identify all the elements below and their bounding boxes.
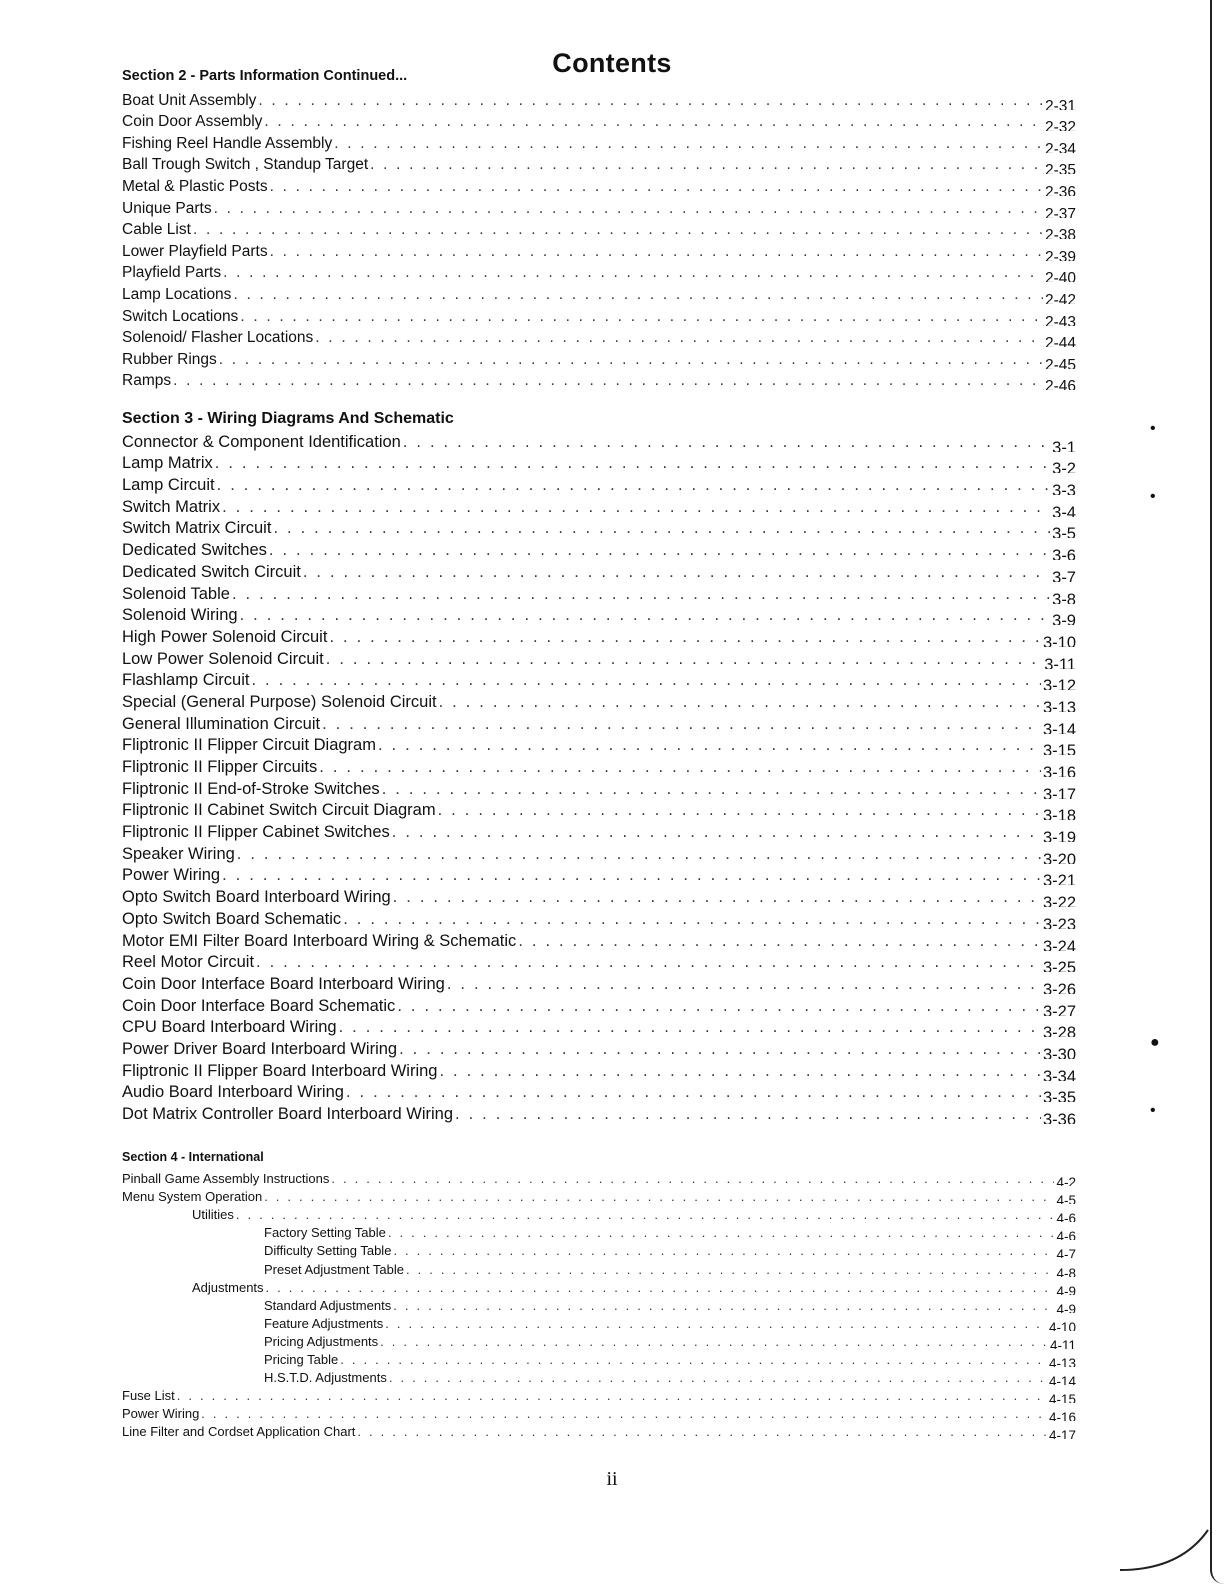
toc-entry-page: 2-44	[1044, 335, 1076, 348]
toc-entry-page: 4-6	[1056, 1211, 1076, 1223]
page-edge	[1210, 0, 1224, 1584]
dot-leader	[270, 243, 1043, 261]
toc-entry[interactable]	[122, 153, 1076, 175]
toc-entry-label: Switch Matrix Circuit	[122, 519, 272, 538]
dot-leader	[518, 932, 1041, 951]
dot-leader	[343, 910, 1041, 929]
dot-leader	[273, 519, 1050, 538]
dot-leader	[219, 351, 1043, 369]
toc-entry-label: Fliptronic II Flipper Board Interboard Wiring	[122, 1061, 438, 1080]
dot-leader	[382, 780, 1041, 799]
dot-leader	[393, 1243, 1054, 1258]
toc-entry-label: Playfield Parts	[122, 264, 222, 282]
dot-leader	[240, 606, 1051, 625]
dot-leader	[264, 1189, 1054, 1204]
toc-entry-label: Opto Switch Board Interboard Wiring	[122, 888, 391, 907]
dot-leader	[222, 498, 1050, 517]
toc-entry-page: 3-1	[1052, 438, 1076, 452]
toc-entry[interactable]	[122, 1102, 1076, 1124]
toc-entry[interactable]	[122, 582, 1076, 604]
toc-entry[interactable]	[122, 495, 1076, 517]
toc-entry-label: Dot Matrix Controller Board Interboard Wiring	[122, 1105, 454, 1123]
toc-entry[interactable]	[122, 777, 1076, 799]
toc-entry-label: Ball Trough Switch , Standup Target	[122, 156, 369, 174]
toc-entry[interactable]	[122, 755, 1076, 777]
toc-list	[122, 88, 1076, 390]
toc-entry[interactable]	[122, 1204, 1076, 1222]
toc-entry-label: Flashlamp Circuit	[122, 671, 250, 690]
toc-entry-page: 3-10	[1042, 633, 1076, 647]
toc-entry-page: 4-17	[1048, 1428, 1076, 1440]
toc-entry-label: Speaker Wiring	[122, 844, 235, 863]
toc-entry-page: 3-25	[1042, 959, 1076, 973]
toc-entry[interactable]	[122, 369, 1076, 391]
toc-entry[interactable]	[122, 820, 1076, 842]
dot-leader	[385, 1316, 1047, 1331]
scan-artifact-curve	[1120, 1526, 1210, 1576]
toc-entry[interactable]	[122, 1222, 1076, 1240]
toc-entry-label: Solenoid Table	[122, 584, 230, 603]
toc-entry-label: CPU Board Interboard Wiring	[122, 1018, 337, 1037]
dot-leader	[214, 200, 1043, 218]
toc-entry-label: Reel Motor Circuit	[122, 953, 255, 972]
toc-entry[interactable]	[122, 972, 1076, 994]
section-heading: Section 3 - Wiring Diagrams And Schematic	[122, 410, 454, 427]
toc-entry[interactable]	[122, 282, 1076, 304]
toc-entry-label: Fishing Reel Handle Assembly	[122, 134, 333, 152]
toc-entry-page: 2-40	[1044, 270, 1076, 283]
toc-entry-page: 4-8	[1056, 1265, 1076, 1277]
toc-entry[interactable]	[122, 1168, 1076, 1186]
toc-entry-label: H.S.T.D. Adjustments	[264, 1370, 387, 1386]
dot-leader	[357, 1424, 1047, 1439]
toc-entry-page: 3-11	[1044, 655, 1076, 669]
dot-leader	[173, 372, 1043, 390]
dot-leader	[447, 975, 1041, 994]
dot-leader	[378, 736, 1041, 755]
toc-entry-page: 3-9	[1052, 612, 1076, 626]
toc-entry-page: 2-39	[1044, 248, 1076, 261]
toc-entry-label: Menu System Operation	[122, 1189, 263, 1205]
toc-entry-page: 3-22	[1042, 894, 1076, 908]
toc-entry[interactable]	[122, 1295, 1076, 1313]
toc-entry-page: 2-42	[1044, 291, 1076, 304]
margin-mark: ●	[1150, 1034, 1160, 1051]
toc-entry-label: Line Filter and Cordset Application Chart	[122, 1424, 356, 1440]
dot-leader	[403, 433, 1050, 452]
toc-entry[interactable]	[122, 304, 1076, 326]
margin-mark: •	[1150, 420, 1156, 437]
toc-entry-label: Special (General Purpose) Solenoid Circuit	[122, 692, 437, 711]
toc-entry-page: 3-18	[1042, 807, 1076, 821]
section-4	[122, 1150, 1076, 1439]
toc-entry-label: Difficulty Setting Table	[264, 1243, 392, 1259]
toc-entry[interactable]	[122, 1313, 1076, 1331]
toc-entry-page: 2-34	[1044, 140, 1076, 153]
toc-entry[interactable]	[122, 131, 1076, 153]
section-2	[122, 68, 1076, 390]
toc-entry-page: 3-20	[1042, 850, 1076, 864]
toc-entry-page: 3-7	[1052, 568, 1076, 582]
toc-entry-label: Boat Unit Assembly	[122, 91, 257, 109]
toc-entry-page: 2-35	[1044, 162, 1076, 175]
toc-entry[interactable]	[122, 1331, 1076, 1349]
toc-entry[interactable]	[122, 864, 1076, 886]
toc-entry[interactable]	[122, 347, 1076, 369]
toc-entry-label: Standard Adjustments	[264, 1297, 392, 1313]
dot-leader	[222, 866, 1041, 885]
toc-entry-page: 4-6	[1056, 1229, 1076, 1241]
page-number: ii	[606, 1468, 618, 1490]
toc-entry-label: General Illumination Circuit	[122, 714, 321, 733]
toc-entry-page: 4-5	[1056, 1193, 1076, 1205]
toc-entry-label: Lower Playfield Parts	[122, 242, 268, 260]
dot-leader	[393, 888, 1041, 907]
toc-entry-page: 4-9	[1056, 1283, 1076, 1295]
toc-entry[interactable]	[122, 951, 1076, 973]
toc-entry-page: 3-27	[1042, 1002, 1076, 1016]
toc-entry[interactable]	[122, 218, 1076, 240]
toc-entry[interactable]	[122, 907, 1076, 929]
dot-leader	[455, 1105, 1041, 1124]
toc-entry-label: Rubber Rings	[122, 350, 217, 368]
toc-entry-page: 3-3	[1052, 482, 1076, 496]
dot-leader	[215, 454, 1050, 473]
toc-entry-page: 2-32	[1044, 119, 1076, 132]
dot-leader	[258, 92, 1043, 110]
margin-mark: •	[1150, 1102, 1156, 1119]
toc-entry-page: 3-19	[1042, 829, 1076, 843]
toc-entry-page: 2-45	[1044, 356, 1076, 369]
toc-list	[122, 1168, 1076, 1439]
section-heading: Section 2 - Parts Information Continued...	[122, 68, 408, 84]
toc-entry-page: 3-23	[1042, 915, 1076, 929]
toc-entry-label: Connector & Component Identification	[122, 432, 401, 451]
dot-leader	[389, 1370, 1047, 1385]
toc-entry-label: Feature Adjustments	[264, 1315, 384, 1331]
toc-entry-label: Fliptronic II Cabinet Switch Circuit Diagram	[122, 801, 436, 820]
toc-entry-label: Coin Door Interface Board Interboard Wiring	[122, 974, 445, 993]
toc-entry-page: 2-38	[1044, 227, 1076, 240]
dot-leader	[201, 1406, 1047, 1421]
toc-entry[interactable]	[122, 1037, 1076, 1059]
toc-entry-label: Power Driver Board Interboard Wiring	[122, 1039, 398, 1058]
toc-entry-page: 2-37	[1044, 205, 1076, 218]
dot-leader	[319, 758, 1041, 777]
toc-entry-page: 3-36	[1042, 1111, 1076, 1124]
toc-list	[122, 430, 1076, 1124]
toc-entry-label: Fliptronic II End-of-Stroke Switches	[122, 779, 380, 798]
toc-entry[interactable]	[122, 560, 1076, 582]
dot-leader	[392, 823, 1041, 842]
dot-leader	[438, 801, 1041, 820]
dot-leader	[223, 264, 1043, 282]
page-title: Contents	[552, 48, 672, 79]
toc-entry[interactable]	[122, 1016, 1076, 1038]
toc-entry-page: 4-10	[1048, 1319, 1076, 1331]
toc-entry-label: Pricing Table	[264, 1352, 339, 1368]
toc-entry-page: 4-15	[1048, 1392, 1076, 1404]
dot-leader	[266, 1280, 1055, 1295]
toc-entry-page: 3-4	[1052, 503, 1076, 517]
toc-entry[interactable]	[122, 261, 1076, 283]
dot-leader	[269, 541, 1050, 560]
dot-leader	[393, 1298, 1054, 1313]
toc-entry-page: 3-30	[1042, 1045, 1076, 1059]
toc-entry-label: Power Wiring	[122, 1406, 200, 1422]
toc-entry-page: 4-9	[1056, 1301, 1076, 1313]
toc-entry-label: Lamp Matrix	[122, 454, 213, 473]
toc-entry-label: Fliptronic II Flipper Cabinet Switches	[122, 823, 390, 842]
dot-leader	[251, 671, 1041, 690]
dot-leader	[177, 1388, 1047, 1403]
toc-entry[interactable]	[122, 452, 1076, 474]
margin-mark: •	[1150, 488, 1156, 505]
toc-entry[interactable]	[122, 1081, 1076, 1103]
toc-entry-label: Coin Door Assembly	[122, 113, 263, 131]
dot-leader	[439, 1062, 1041, 1081]
toc-entry-label: Solenoid/ Flasher Locations	[122, 329, 314, 347]
toc-entry-page: 3-13	[1042, 698, 1076, 712]
toc-entry-label: Low Power Solenoid Circuit	[122, 649, 324, 668]
dot-leader	[240, 308, 1043, 326]
toc-entry-label: Preset Adjustment Table	[264, 1261, 404, 1277]
dot-leader	[397, 997, 1041, 1016]
dot-leader	[388, 1225, 1055, 1240]
toc-entry-label: Coin Door Interface Board Schematic	[122, 996, 396, 1015]
dot-leader	[331, 1171, 1054, 1186]
toc-entry[interactable]	[122, 88, 1076, 110]
dot-leader	[399, 1040, 1041, 1059]
toc-entry-label: Pinball Game Assembly Instructions	[122, 1171, 330, 1187]
toc-entry[interactable]	[122, 517, 1076, 539]
toc-entry-page: 4-16	[1048, 1410, 1076, 1422]
toc-entry-page: 3-34	[1042, 1067, 1076, 1081]
toc-entry-label: Lamp Locations	[122, 285, 232, 303]
toc-entry-label: Power Wiring	[122, 866, 221, 885]
toc-entry-page: 4-14	[1048, 1374, 1076, 1386]
toc-entry-label: Dedicated Switches	[122, 541, 267, 560]
toc-entry[interactable]	[122, 885, 1076, 907]
toc-entry-label: Audio Board Interboard Wiring	[122, 1083, 344, 1102]
toc-entry[interactable]	[122, 604, 1076, 626]
toc-entry-page: 3-16	[1042, 764, 1076, 777]
toc-entry-label: Utilities	[192, 1207, 234, 1223]
toc-entry[interactable]	[122, 669, 1076, 691]
toc-entry[interactable]	[122, 647, 1076, 669]
toc-entry-label: Fliptronic II Flipper Circuit Diagram	[122, 736, 376, 755]
toc-entry-page: 4-11	[1049, 1337, 1076, 1349]
toc-entry-label: Cable List	[122, 221, 191, 239]
dot-leader	[237, 845, 1041, 864]
toc-entry-label: Ramps	[122, 372, 172, 390]
toc-entry-label: Motor EMI Filter Board Interboard Wiring & Schematic	[122, 931, 517, 950]
toc-entry[interactable]	[122, 473, 1076, 495]
section-3	[122, 410, 1076, 1124]
toc-entry[interactable]	[122, 712, 1076, 734]
toc-entry[interactable]	[122, 1059, 1076, 1081]
toc-entry[interactable]	[122, 1421, 1076, 1439]
toc-entry-label: Factory Setting Table	[264, 1225, 386, 1241]
dot-leader	[406, 1262, 1055, 1277]
toc-entry[interactable]	[122, 538, 1076, 560]
toc-entry[interactable]	[122, 734, 1076, 756]
toc-entry-page: 3-26	[1042, 980, 1076, 994]
toc-entry-page: 2-43	[1044, 313, 1076, 326]
toc-entry-label: Lamp Circuit	[122, 476, 215, 495]
toc-entry-page: 4-2	[1056, 1175, 1076, 1187]
toc-entry-page: 4-7	[1056, 1247, 1076, 1259]
toc-entry-page: 3-17	[1042, 785, 1076, 799]
toc-entry[interactable]	[122, 1240, 1076, 1258]
toc-entry[interactable]	[122, 994, 1076, 1016]
dot-leader	[340, 1352, 1047, 1367]
toc-entry[interactable]	[122, 326, 1076, 348]
toc-entry-label: Fliptronic II Flipper Circuits	[122, 758, 318, 776]
dot-leader	[315, 329, 1043, 347]
toc-entry-page: 3-5	[1052, 525, 1076, 539]
toc-entry-page: 3-28	[1042, 1024, 1076, 1038]
toc-entry-page: 2-36	[1044, 183, 1076, 196]
toc-entry[interactable]	[122, 929, 1076, 951]
toc-entry-page: 3-24	[1042, 937, 1076, 951]
dot-leader	[236, 1207, 1055, 1222]
dot-leader	[326, 650, 1042, 669]
toc-entry-page: 2-31	[1044, 97, 1076, 110]
toc-entry-page: 3-21	[1042, 872, 1076, 886]
dot-leader	[346, 1083, 1041, 1102]
dot-leader	[370, 156, 1043, 174]
toc-entry[interactable]	[122, 430, 1076, 452]
toc-entry[interactable]	[122, 1186, 1076, 1204]
dot-leader	[270, 178, 1043, 196]
toc-entry-label: Solenoid Wiring	[122, 606, 238, 625]
toc-entry[interactable]	[122, 1349, 1076, 1367]
toc-entry-label: High Power Solenoid Circuit	[122, 627, 328, 646]
toc-entry[interactable]	[122, 196, 1076, 218]
toc-entry[interactable]	[122, 239, 1076, 261]
dot-leader	[264, 113, 1043, 131]
toc-entry[interactable]	[122, 1367, 1076, 1385]
section-heading: Section 4 - International	[122, 1150, 264, 1164]
toc-entry-page: 3-12	[1042, 677, 1076, 691]
toc-entry[interactable]	[122, 1385, 1076, 1403]
toc-entry[interactable]	[122, 1403, 1076, 1421]
toc-entry-label: Switch Locations	[122, 307, 239, 325]
dot-leader	[439, 693, 1041, 712]
dot-leader	[334, 135, 1043, 153]
dot-leader	[193, 221, 1043, 239]
toc-entry-label: Adjustments	[192, 1279, 264, 1295]
toc-entry-label: Switch Matrix	[122, 497, 221, 516]
toc-entry-label: Opto Switch Board Schematic	[122, 909, 342, 928]
toc-entry[interactable]	[122, 110, 1076, 132]
dot-leader	[233, 286, 1043, 304]
dot-leader	[232, 585, 1050, 604]
dot-leader	[380, 1334, 1048, 1349]
toc-entry-page: 3-2	[1052, 460, 1076, 474]
dot-leader	[339, 1018, 1041, 1037]
toc-entry[interactable]	[122, 690, 1076, 712]
dot-leader	[256, 953, 1041, 972]
toc-entry[interactable]	[122, 174, 1076, 196]
toc-entry-label: Metal & Plastic Posts	[122, 177, 268, 195]
toc-entry-page: 3-15	[1042, 742, 1076, 756]
toc-entry-page: 3-14	[1042, 720, 1076, 734]
dot-leader	[217, 476, 1051, 495]
toc-entry-label: Unique Parts	[122, 199, 212, 217]
toc-entry-page: 3-6	[1052, 547, 1076, 561]
toc-entry[interactable]	[122, 1277, 1076, 1295]
dot-leader	[329, 628, 1041, 647]
toc-entry-label: Dedicated Switch Circuit	[122, 562, 301, 581]
toc-entry-page: 2-46	[1044, 378, 1076, 391]
toc-entry-page: 3-35	[1042, 1089, 1076, 1103]
toc-entry[interactable]	[122, 625, 1076, 647]
toc-entry-label: Pricing Adjustments	[264, 1333, 379, 1349]
toc-entry-page: 3-8	[1052, 590, 1076, 604]
toc-entry-page: 4-13	[1048, 1356, 1076, 1368]
dot-leader	[303, 563, 1050, 582]
toc-entry[interactable]	[122, 1258, 1076, 1276]
toc-entry-label: Fuse List	[122, 1388, 175, 1404]
toc-entry[interactable]	[122, 799, 1076, 821]
toc-entry[interactable]	[122, 842, 1076, 864]
dot-leader	[322, 715, 1041, 734]
